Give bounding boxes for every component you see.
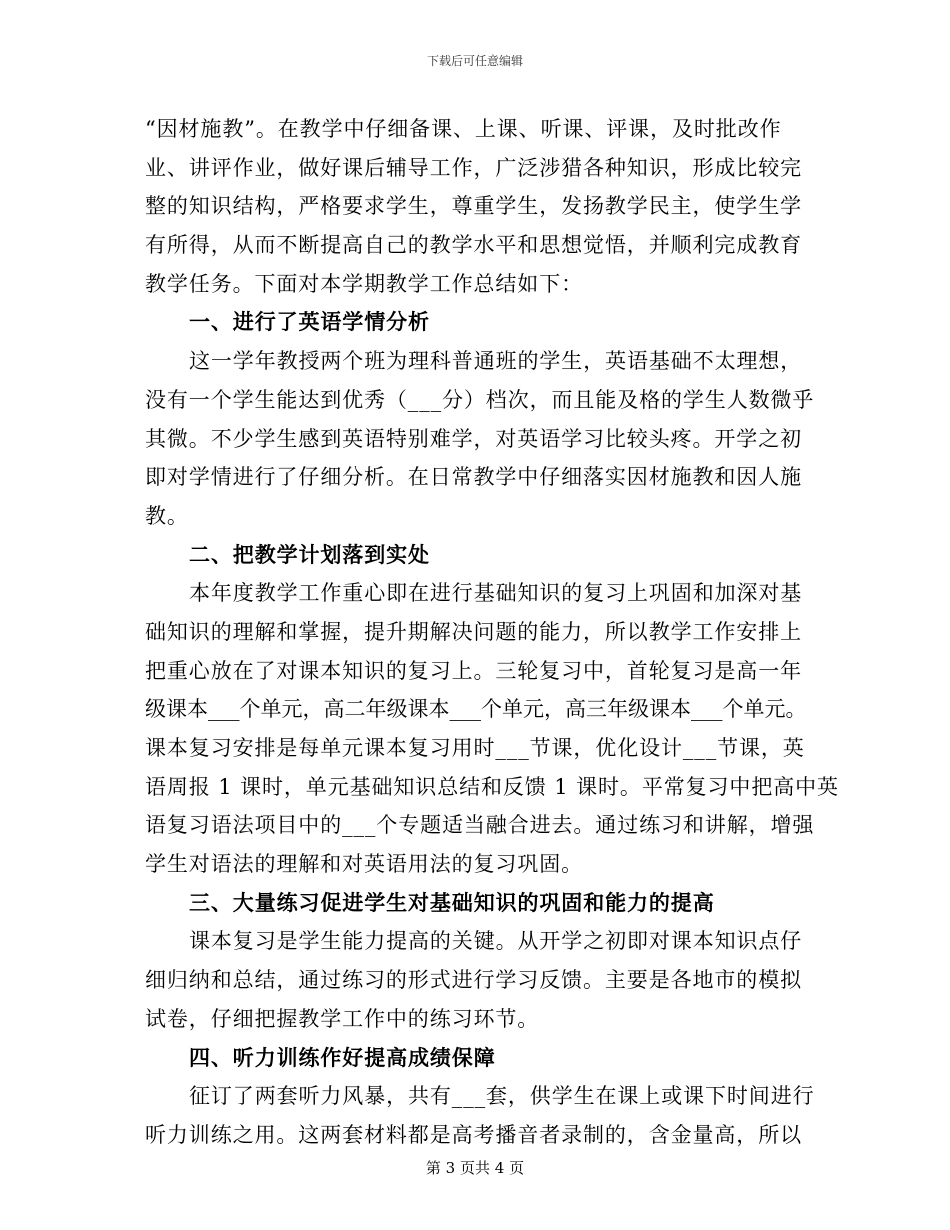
text-line: 础知识的理解和掌握，提升期解决问题的能力，所以教学工作安排上 — [145, 619, 802, 644]
text-line: 课本复习安排是每单元课本复习用时___节课，优化设计___节课，英 — [145, 736, 805, 760]
text-line: 听力训练之用。这两套材料都是高考播音者录制的，含金量高，所以 — [145, 1122, 802, 1147]
section-heading: 三、大量练习促进学生对基础知识的巩固和能力的提高 — [189, 889, 715, 915]
text-line: 语周报 1 课时，单元基础知识总结和反馈 1 课时。平常复习中把高中英 — [145, 774, 839, 799]
text-line: 业、讲评作业，做好课后辅导工作，广泛涉猎各种知识，形成比较完 — [145, 155, 802, 180]
text-line: 语复习语法项目中的___个专题适当融合进去。通过练习和讲解，增强 — [145, 813, 815, 838]
page-footer: 第 3 页共 4 页 — [425, 1159, 525, 1177]
section-heading: 二、把教学计划落到实处 — [189, 541, 430, 567]
text-line: 本年度教学工作重心即在进行基础知识的复习上巩固和加深对基 — [189, 581, 803, 606]
page-header: 下载后可任意编辑 — [426, 54, 523, 68]
text-line: 把重心放在了对课本知识的复习上。三轮复习中，首轮复习是高一年 — [145, 658, 802, 683]
text-line: 这一学年教授两个班为理科普通班的学生，英语基础不太理想， — [189, 349, 803, 374]
text-line: 细归纳和总结，通过练习的形式进行学习反馈。主要是各地市的模拟 — [145, 968, 802, 993]
text-line: 没有一个学生能达到优秀（___分）档次，而且能及格的学生人数微乎 — [145, 387, 815, 412]
section-heading: 四、听力训练作好提高成绩保障 — [189, 1044, 496, 1070]
section-heading: 一、进行了英语学情分析 — [189, 309, 430, 335]
text-line: 试卷，仔细把握教学工作中的练习环节。 — [145, 1006, 540, 1031]
text-line: 教。 — [145, 503, 189, 528]
text-line: 征订了两套听力风暴，共有___套，供学生在课上或课下时间进行 — [189, 1084, 815, 1109]
document-body — [145, 110, 839, 1155]
text-line: 其微。不少学生感到英语特别难学，对英语学习比较头疼。开学之初 — [145, 426, 802, 451]
text-line: 即对学情进行了仔细分析。在日常教学中仔细落实因材施教和因人施 — [145, 465, 802, 490]
text-line: 有所得，从而不断提高自己的教学水平和思想觉悟，并顺利完成教育 — [145, 233, 802, 258]
text-line: 课本复习是学生能力提高的关键。从开学之初即对课本知识点仔 — [189, 929, 803, 954]
text-line: “因材施教”。在教学中仔细备课、上课、听课、评课，及时批改作 — [145, 117, 782, 141]
text-line: 学生对语法的理解和对英语用法的复习巩固。 — [145, 852, 583, 877]
text-line: 级课本___个单元，高二年级课本___个单元，高三年级课本___个单元。 — [145, 697, 807, 722]
text-line: 整的知识结构，严格要求学生，尊重学生，发扬教学民主，使学生学 — [145, 194, 802, 219]
text-line: 教学任务。下面对本学期教学工作总结如下： — [145, 271, 583, 296]
